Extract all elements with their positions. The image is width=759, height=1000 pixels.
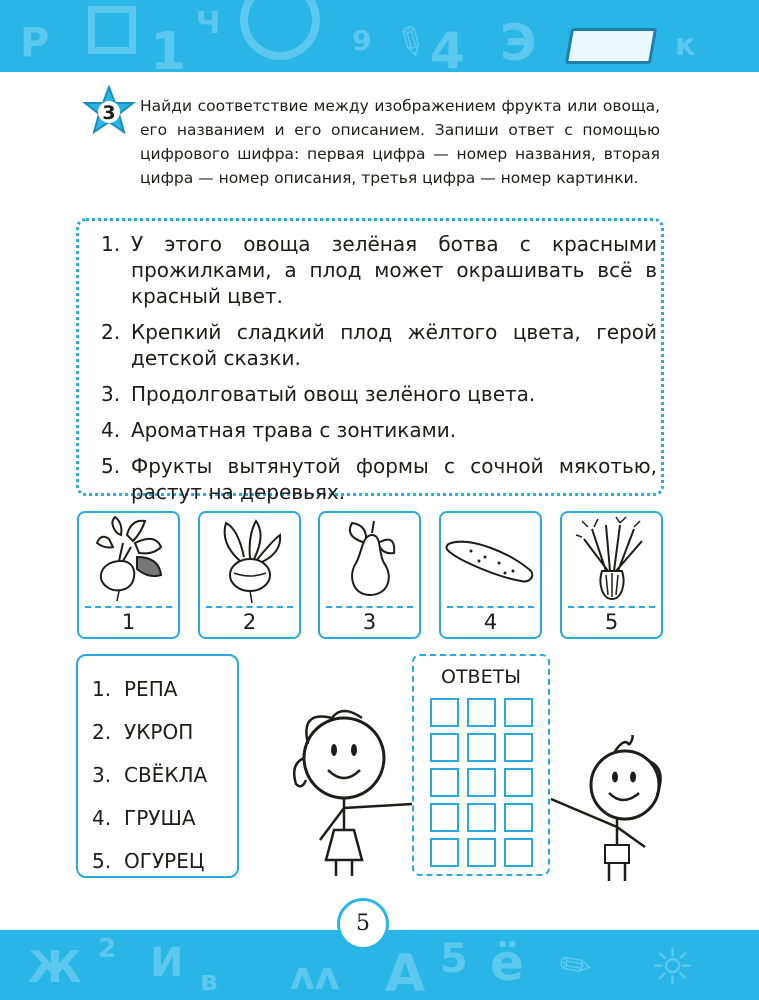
description-item	[101, 453, 657, 505]
book-icon	[565, 28, 657, 64]
description-number: 1.	[101, 232, 121, 256]
name-item	[92, 754, 207, 797]
square-decoration	[88, 6, 136, 54]
description-number: 3.	[101, 382, 121, 406]
boy-drawing	[545, 735, 670, 885]
letter-a-decoration: А	[385, 944, 426, 1000]
letter-zh-decoration: Ж	[28, 942, 82, 993]
description-item	[101, 417, 657, 443]
digit-2-decoration: 2	[98, 934, 117, 964]
answer-cell[interactable]	[430, 803, 459, 832]
letter-r-decoration: Р	[20, 20, 50, 66]
answer-cell[interactable]	[467, 698, 496, 727]
name-number: 1.	[92, 677, 112, 701]
answer-cell[interactable]	[504, 733, 533, 762]
wave-decoration: ᴧᴧ	[290, 954, 340, 998]
name-item	[92, 797, 207, 840]
picture-number: 3	[362, 610, 377, 634]
girl-drawing	[282, 700, 422, 880]
picture-number: 1	[121, 610, 136, 634]
answers-box	[412, 654, 550, 876]
answer-cell[interactable]	[504, 768, 533, 797]
names-list	[92, 668, 207, 883]
answer-cell[interactable]	[467, 733, 496, 762]
answer-cell[interactable]	[467, 768, 496, 797]
descriptions-list	[101, 231, 657, 515]
digit-5-decoration: 5	[440, 936, 468, 982]
name-text: РЕПА	[124, 677, 178, 701]
header-band	[0, 0, 759, 72]
picture-number: 5	[604, 610, 619, 634]
card-divider	[85, 606, 172, 608]
task-number-star-icon	[82, 85, 136, 137]
letter-yo-decoration: ё	[490, 934, 524, 992]
name-number: 4.	[92, 806, 112, 830]
task-instructions: Найди соответствие между изображением фрукта или овоща, его названием и его описанием. Запиши ответ с помощью цифрового шифра: первая цифра — номер названия, вторая цифра — номер описания, третья цифра — номер картинки.	[140, 97, 660, 187]
pencil-icon: ✎	[550, 938, 602, 994]
description-text: Ароматная трава с зонтиками.	[131, 418, 457, 442]
description-item	[101, 231, 657, 309]
name-item	[92, 711, 207, 754]
answer-cell[interactable]	[504, 838, 533, 867]
name-text: ГРУША	[124, 806, 196, 830]
picture-number: 4	[483, 610, 498, 634]
name-item	[92, 668, 207, 711]
description-text: Фрукты вытянутой формы с сочной мякотью, растут на деревьях.	[131, 454, 657, 504]
answer-cell[interactable]	[430, 838, 459, 867]
answer-cell[interactable]	[430, 698, 459, 727]
name-text: ОГУРЕЦ	[124, 849, 205, 873]
name-number: 5.	[92, 849, 112, 873]
description-number: 4.	[101, 418, 121, 442]
answer-cell[interactable]	[504, 803, 533, 832]
name-item	[92, 840, 207, 883]
dill-icon	[562, 513, 661, 605]
letter-k-decoration: к	[675, 28, 696, 63]
cucumber-icon	[441, 513, 540, 605]
description-text: Крепкий сладкий плод жёлтого цвета, герой детской сказки.	[131, 320, 657, 370]
name-text: СВЁКЛА	[124, 763, 208, 787]
beet-icon	[200, 513, 299, 605]
sun-decoration: ☼	[650, 938, 695, 996]
picture-card-2	[198, 511, 301, 639]
card-divider	[206, 606, 293, 608]
answer-cell[interactable]	[504, 698, 533, 727]
card-divider	[326, 606, 413, 608]
card-divider	[447, 606, 534, 608]
page-number: 5	[337, 898, 389, 950]
name-number: 3.	[92, 763, 112, 787]
letter-ch-decoration: Ч	[196, 6, 221, 41]
letter-i-decoration: И	[150, 940, 184, 986]
task-number: 3	[102, 102, 116, 124]
digit-4-decoration: 4	[430, 22, 465, 72]
answer-cell[interactable]	[430, 768, 459, 797]
description-item	[101, 319, 657, 371]
answer-cell[interactable]	[467, 803, 496, 832]
pencil-icon: ✎	[386, 14, 436, 70]
pear-icon	[320, 513, 419, 605]
card-divider	[568, 606, 655, 608]
description-number: 2.	[101, 320, 121, 344]
answers-title: ОТВЕТЫ	[441, 666, 521, 688]
circles-decoration	[240, 0, 320, 60]
picture-card-5	[560, 511, 663, 639]
digit-1-decoration: 1	[150, 22, 187, 72]
picture-card-1	[77, 511, 180, 639]
names-box	[76, 654, 239, 878]
turnip-icon	[79, 513, 178, 605]
letter-e-decoration: Э	[500, 14, 537, 72]
name-number: 2.	[92, 720, 112, 744]
answer-cell[interactable]	[430, 733, 459, 762]
picture-card-4	[439, 511, 542, 639]
letter-v-decoration: в	[200, 964, 218, 997]
answer-cell[interactable]	[467, 838, 496, 867]
description-item	[101, 381, 657, 407]
answers-grid	[430, 698, 533, 867]
description-number: 5.	[101, 454, 121, 478]
description-text: Продолговатый овощ зелёного цвета.	[131, 382, 536, 406]
name-text: УКРОП	[124, 720, 194, 744]
picture-number: 2	[242, 610, 257, 634]
digit-9-decoration: 9	[352, 24, 372, 57]
descriptions-box	[76, 218, 664, 504]
description-text: У этого овоща зелёная ботва с красными прожилками, а плод может окрашивать всё в красный цвет.	[131, 232, 657, 308]
picture-card-3	[318, 511, 421, 639]
